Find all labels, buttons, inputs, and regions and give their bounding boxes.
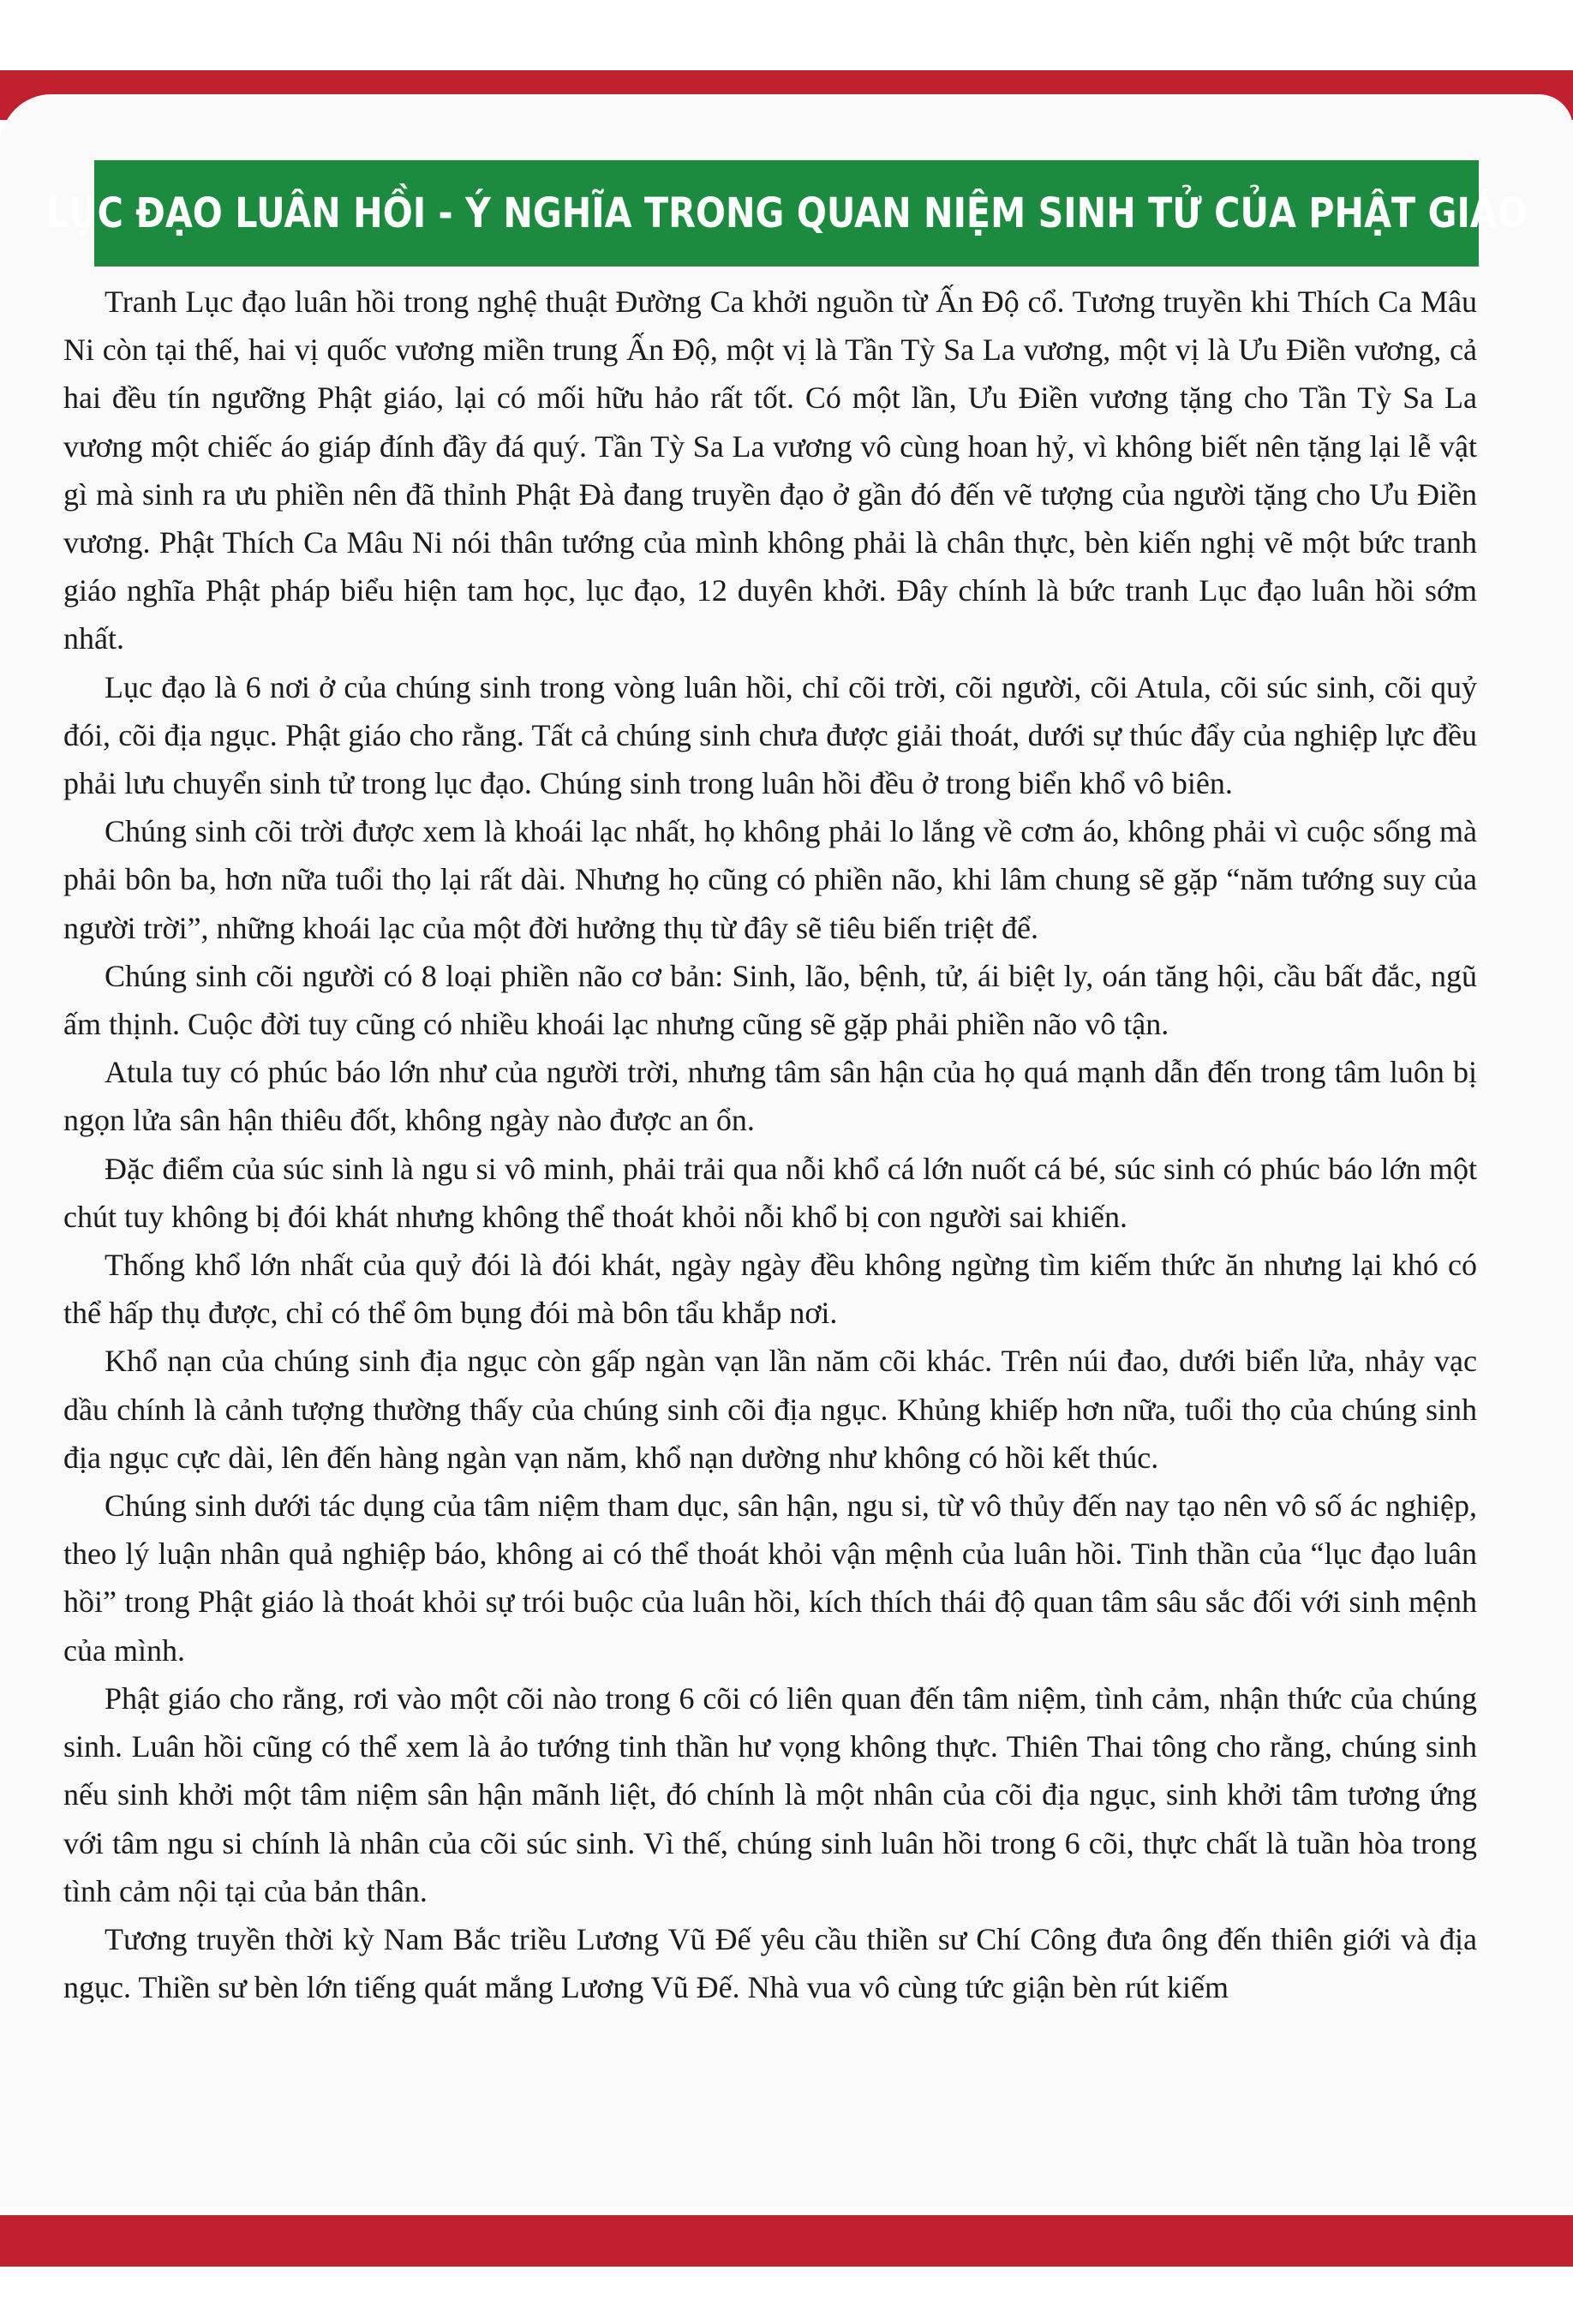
- article-body: [63, 278, 1477, 2011]
- paragraph: Phật giáo cho rằng, rơi vào một cõi nào trong 6 cõi có liên quan đến tâm niệm, tình cảm, nhận thức của chúng sinh. Luân hồi cũng có thể xem là ảo tướng tinh thần hư vọng không thực. Thiên Thai tông cho rằng, chúng sinh nếu sinh khởi một tâm niệm sân hận mãnh liệt, đó chính là một nhân của cõi địa ngục, sinh khởi tâm tương ứng với tâm ngu si chính là nhân của cõi súc sinh. Vì thế, chúng sinh luân hồi trong 6 cõi, thực chất là tuần hòa trong tình cảm nội tại của bản thân.: [63, 1680, 1477, 1908]
- paragraph: Chúng sinh dưới tác dụng của tâm niệm tham dục, sân hận, ngu si, từ vô thủy đến nay tạo nên vô số ác nghiệp, theo lý luận nhân quả nghiệp báo, không ai có thể thoát khỏi vận mệnh của luân hồi. Tinh thần của “lục đạo luân hồi” trong Phật giáo là thoát khỏi sự trói buộc của luân hồi, kích thích thái độ quan tâm sâu sắc đối với sinh mệnh của mình.: [63, 1488, 1477, 1668]
- paragraph: Tương truyền thời kỳ Nam Bắc triều Lương Vũ Đế yêu cầu thiền sư Chí Công đưa ông đến thiên giới và địa ngục. Thiền sư bèn lớn tiếng quát mắng Lương Vũ Đế. Nhà vua vô cùng tức giận bèn rút kiếm: [63, 1921, 1477, 2005]
- paragraph: Đặc điểm của súc sinh là ngu si vô minh, phải trải qua nỗi khổ cá lớn nuốt cá bé, súc sinh có phúc báo lớn một chút tuy không bị đói khát nhưng không thể thoát khỏi nỗi khổ bị con người sai khiến.: [63, 1151, 1477, 1234]
- paragraph: Lục đạo là 6 nơi ở của chúng sinh trong vòng luân hồi, chỉ cõi trời, cõi người, cõi Atula, cõi súc sinh, cõi quỷ đói, cõi địa ngục. Phật giáo cho rằng. Tất cả chúng sinh chưa được giải thoát, dưới sự thúc đẩy của nghiệp lực đều phải lưu chuyển sinh tử trong lục đạo. Chúng sinh trong luân hồi đều ở trong biển khổ vô biên.: [63, 669, 1477, 801]
- paragraph: Atula tuy có phúc báo lớn như của người trời, nhưng tâm sân hận của họ quá mạnh dẫn đến trong tâm luôn bị ngọn lửa sân hận thiêu đốt, không ngày nào được an ổn.: [63, 1055, 1477, 1138]
- section-title: LỤC ĐẠO LUÂN HỒI - Ý NGHĨA TRONG QUAN NIỆM SINH TỬ CỦA PHẬT GIÁO: [45, 189, 1528, 237]
- paragraph: Chúng sinh cõi trời được xem là khoái lạc nhất, họ không phải lo lắng về cơm áo, không phải vì cuộc sống mà phải bôn ba, hơn nữa tuổi thọ lại rất dài. Nhưng họ cũng có phiền não, khi lâm chung sẽ gặp “năm tướng suy của người trời”, những khoái lạc của một đời hưởng thụ từ đây sẽ tiêu biến triệt để.: [63, 814, 1477, 945]
- paragraph: Thống khổ lớn nhất của quỷ đói là đói khát, ngày ngày đều không ngừng tìm kiếm thức ăn nhưng lại khó có thể hấp thụ được, chỉ có thể ôm bụng đói mà bôn tẩu khắp nơi.: [63, 1248, 1477, 1331]
- bottom-red-band: [0, 2215, 1573, 2267]
- section-title-banner: [45, 160, 1528, 267]
- bottom-margin: [0, 2267, 1573, 2324]
- paragraph: Chúng sinh cõi người có 8 loại phiền não cơ bản: Sinh, lão, bệnh, tử, ái biệt ly, oán tăng hội, cầu bất đắc, ngũ ấm thịnh. Cuộc đời tuy cũng có nhiều khoái lạc nhưng cũng sẽ gặp phải phiền não vô tận.: [63, 958, 1477, 1042]
- paragraph: Tranh Lục đạo luân hồi trong nghệ thuật Đường Ca khởi nguồn từ Ấn Độ cổ. Tương truyền khi Thích Ca Mâu Ni còn tại thế, hai vị quốc vương miền trung Ấn Độ, một vị là Tần Tỳ Sa La vương, một vị là Ưu Điền vương, cả hai đều tín ngưỡng Phật giáo, lại có mối hữu hảo rất tốt. Có một lần, Ưu Điền vương tặng cho Tần Tỳ Sa La vương một chiếc áo giáp đính đầy đá quý. Tần Tỳ Sa La vương vô cùng hoan hỷ, vì không biết nên tặng lại lễ vật gì mà sinh ra ưu phiền nên đã thỉnh Phật Đà đang truyền đạo ở gần đó đến vẽ tượng của người tặng cho Ưu Điền vương. Phật Thích Ca Mâu Ni nói thân tướng của mình không phải là chân thực, bèn kiến nghị vẽ một bức tranh giáo nghĩa Phật pháp biểu hiện tam học, lục đạo, 12 duyên khởi. Đây chính là bức tranh Lục đạo luân hồi sớm nhất.: [63, 285, 1477, 656]
- paragraph: Khổ nạn của chúng sinh địa ngục còn gấp ngàn vạn lần năm cõi khác. Trên núi đao, dưới biển lửa, nhảy vạc dầu chính là cảnh tượng thường thấy của chúng sinh cõi địa ngục. Khủng khiếp hơn nữa, tuổi thọ của chúng sinh địa ngục cực dài, lên đến hàng ngàn vạn năm, khổ nạn dường như không có hồi kết thúc.: [63, 1344, 1477, 1475]
